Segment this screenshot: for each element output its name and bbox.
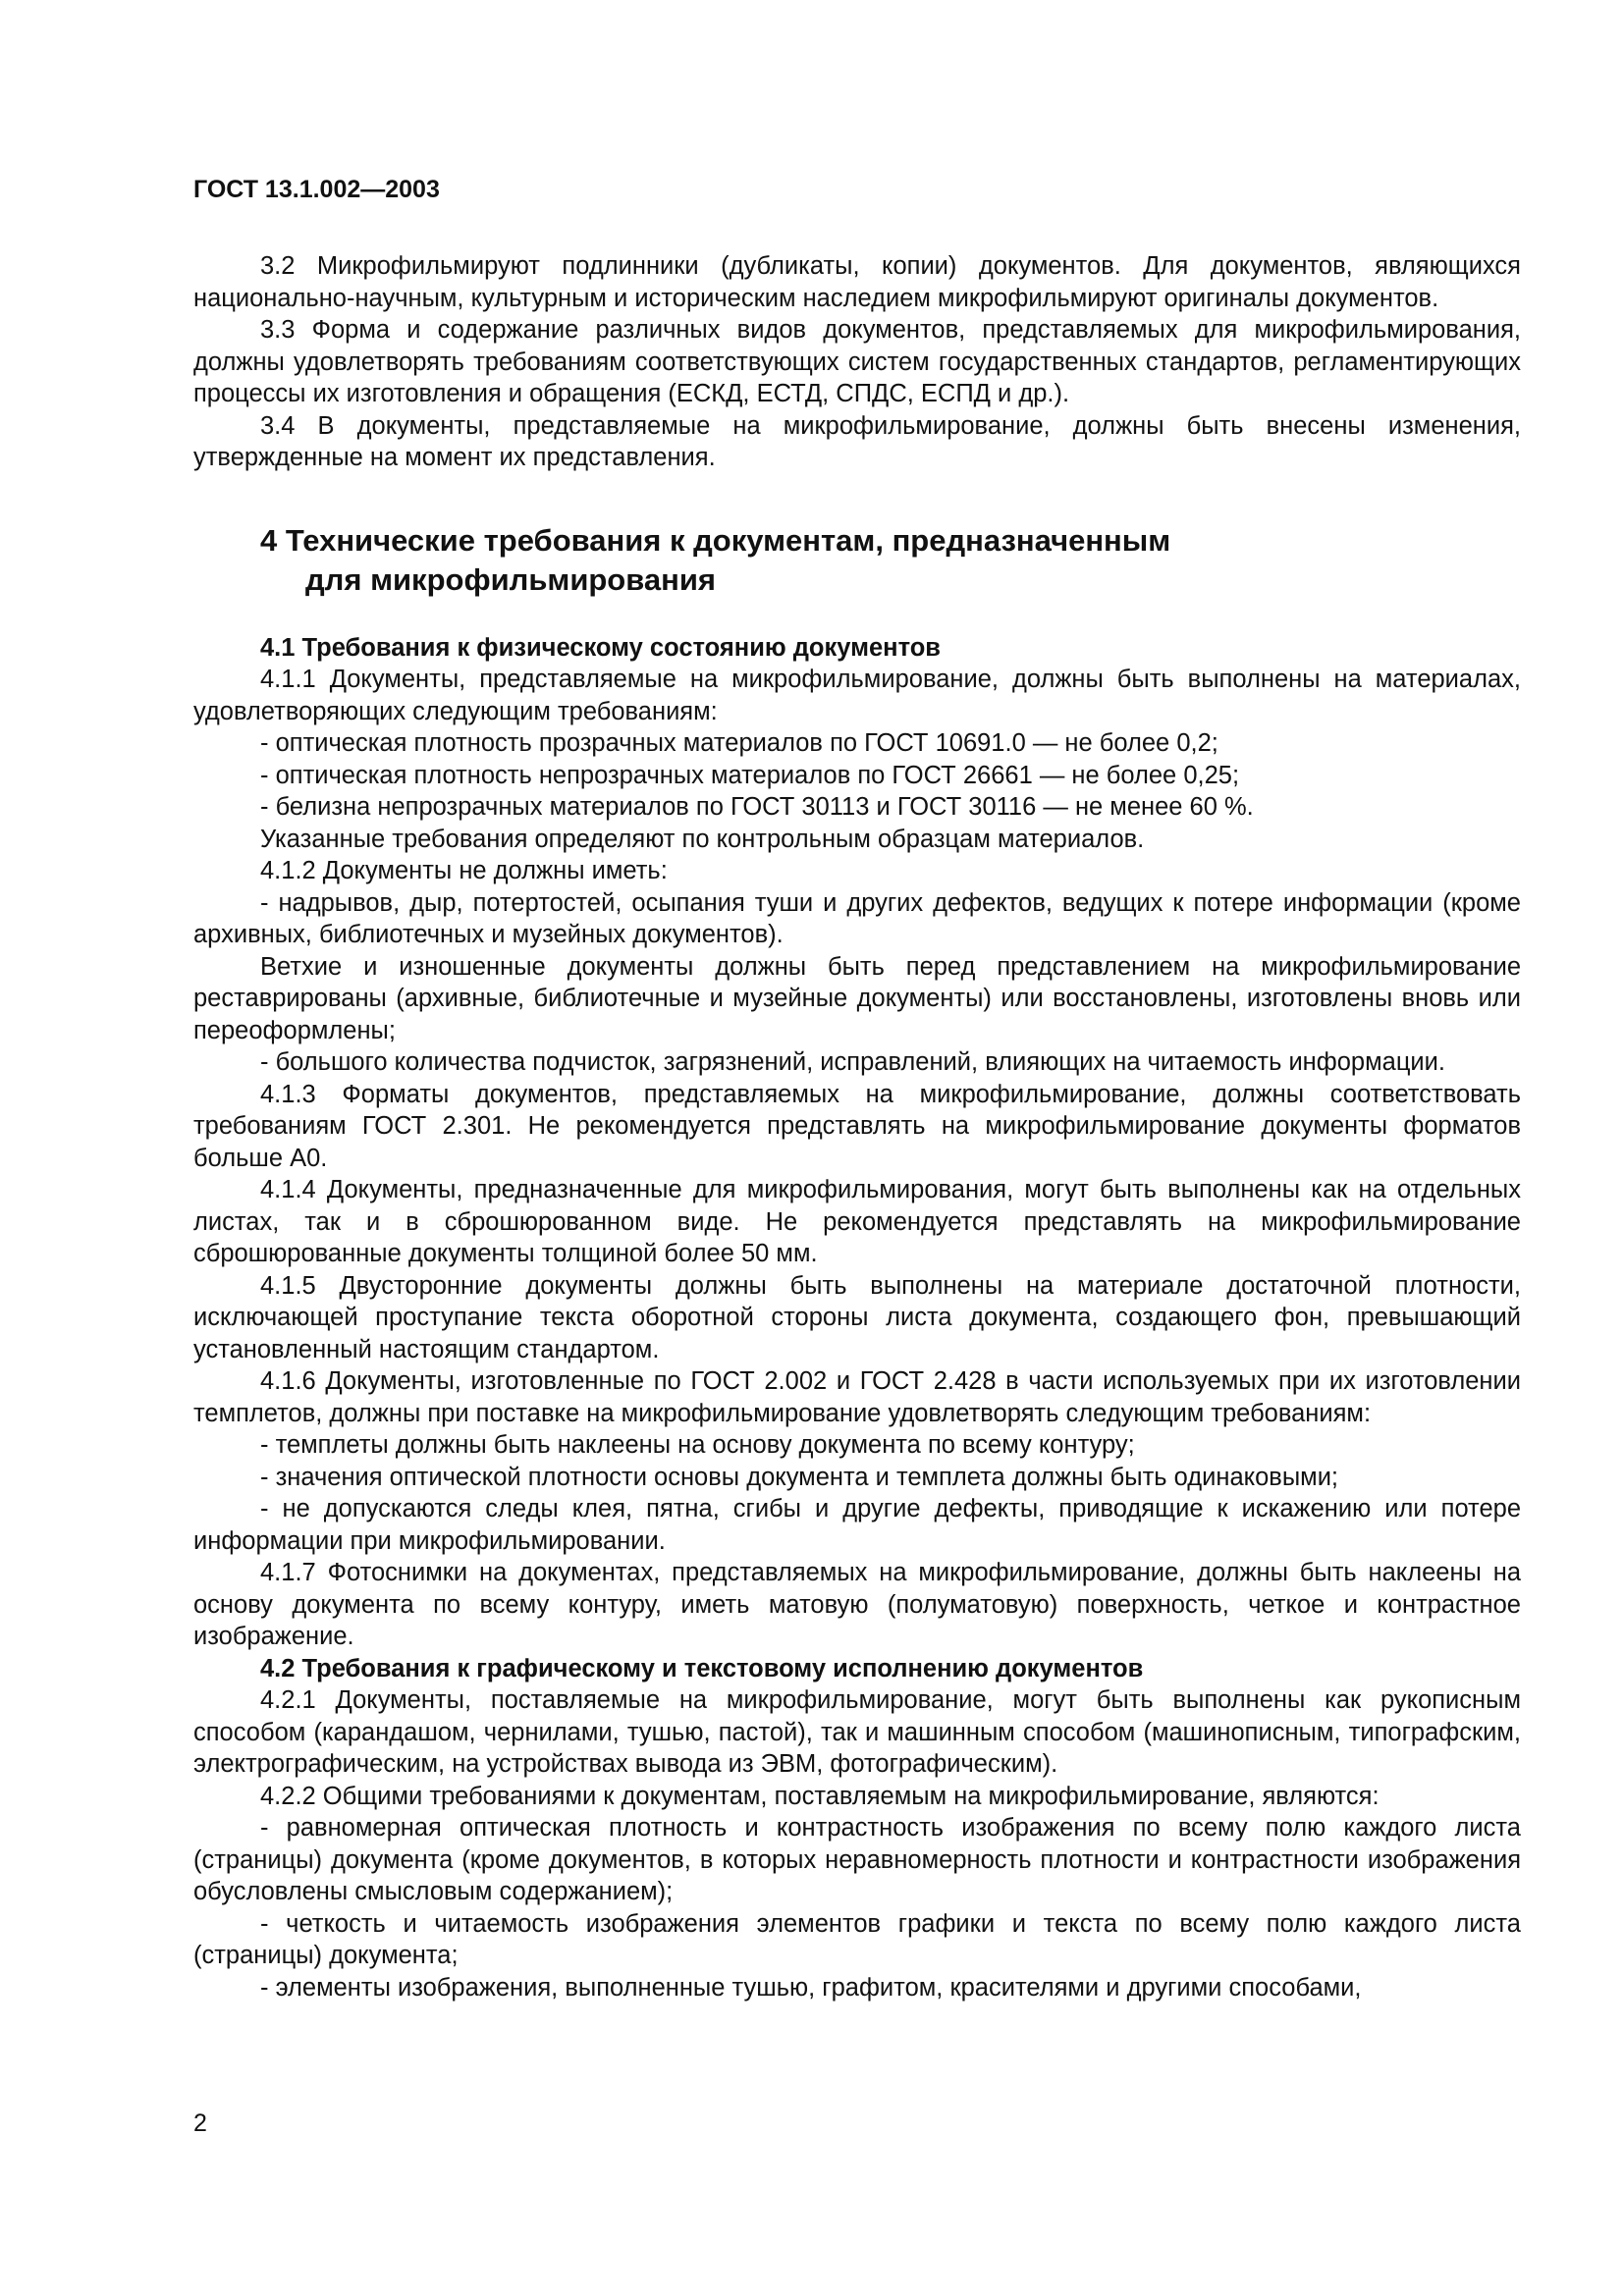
document-page (193, 175, 1521, 2003)
section-4-title-line2: для микрофильмирования (305, 561, 717, 597)
list-item: - оптическая плотность непрозрачных материалов по ГОСТ 26661 — не более 0,25; (260, 761, 1240, 789)
paragraph-4-1-7: 4.1.7 Фотоснимки на документах, представляемых на микрофильмирование, должны быть наклеены на основу документа по всему контуру, иметь матовую (полуматовую) поверхность, четкое и контрастное изображение. (193, 1559, 1521, 1650)
list-item: - не допускаются следы клея, пятна, сгибы и другие дефекты, приводящие к искажению или потере информации при микрофильмировании. (193, 1495, 1521, 1555)
paragraph-4-1-2: 4.1.2 Документы не должны иметь: (260, 857, 668, 884)
list-item: - значения оптической плотности основы документа и темплета должны быть одинаковыми; (260, 1463, 1339, 1491)
paragraph-4-2-2: 4.2.2 Общими требованиями к документам, поставляемым на микрофильмирование, являются: (260, 1782, 1380, 1810)
paragraph-old-documents: Ветхие и изношенные документы должны быть перед представлением на микрофильмирование реставрированы (архивные, библиотечные и музейные документы) или восстановлены, изготовлены вновь или переоформлены; (193, 952, 1521, 1044)
list-item: - большого количества подчисток, загрязнений, исправлений, влияющих на читаемость информации. (260, 1048, 1446, 1076)
list-item: - темплеты должны быть наклеены на основу документа по всему контуру; (260, 1431, 1135, 1459)
paragraph-4-1-3: 4.1.3 Форматы документов, представляемых на микрофильмирование, должны соответствовать требованиям ГОСТ 2.301. Не рекомендуется представлять на микрофильмирование документы форматов больше А0. (193, 1080, 1521, 1172)
paragraph-4-1-1: 4.1.1 Документы, представляемые на микрофильмирование, должны быть выполнены на материалах, удовлетворяющих следующим требованиям: (193, 666, 1521, 725)
list-item: - белизна непрозрачных материалов по ГОСТ 30113 и ГОСТ 30116 — не менее 60 %. (260, 793, 1254, 821)
list-item: - равномерная оптическая плотность и контрастность изображения по всему полю каждого листа (страницы) документа (кроме документов, в которых неравномерность плотности и контрастности изображения обусловлены смысловым содержанием); (193, 1814, 1521, 1905)
section-4-title-line1: 4 Технические требования к документам, предназначенным (260, 522, 1171, 558)
list-item: - четкость и читаемость изображения элементов графики и текста по всему полю каждого листа (страницы) документа; (193, 1909, 1521, 1969)
paragraph-4-2-1: 4.2.1 Документы, поставляемые на микрофильмирование, могут быть выполнены как рукописным способом (карандашом, чернилами, тушью, пастой), так и машинным способом (машинописным, типографским, электрографическим, на устройствах вывода из ЭВМ, фотографическим). (193, 1686, 1521, 1778)
subsection-4-2-title: 4.2 Требования к графическому и текстовому исполнению документов (260, 1654, 1144, 1682)
paragraph-4-1-5: 4.1.5 Двусторонние документы должны быть выполнены на материале достаточной плотности, исключающей проступание текста оборотной стороны листа документа, создающего фон, превышающий установленный настоящим стандартом. (193, 1271, 1521, 1363)
paragraph-3-2: 3.2 Микрофильмируют подлинники (дубликаты, копии) документов. Для документов, являющихся национально-научным, культурным и историческим наследием микрофильмируют оригиналы документов. (193, 252, 1521, 312)
list-item: - оптическая плотность прозрачных материалов по ГОСТ 10691.0 — не более 0,2; (260, 729, 1218, 757)
document-code-header: ГОСТ 13.1.002—2003 (193, 176, 440, 203)
paragraph-control-samples: Указанные требования определяют по контрольным образцам материалов. (260, 825, 1145, 853)
section-4-heading (193, 521, 1521, 600)
paragraph-3-3: 3.3 Форма и содержание различных видов документов, представляемых для микрофильмирования, должны удовлетворять требованиям соответствующих систем государственных стандартов, регламентирующих процессы их изготовления и обращения (ЕСКД, ЕСТД, СПДС, ЕСПД и др.). (193, 316, 1521, 407)
list-item: - надрывов, дыр, потертостей, осыпания туши и других дефектов, ведущих к потере информации (кроме архивных, библиотечных и музейных документов). (193, 888, 1521, 948)
subsection-4-1-title: 4.1 Требования к физическому состоянию документов (260, 633, 941, 662)
paragraph-4-1-4: 4.1.4 Документы, предназначенные для микрофильмирования, могут быть выполнены как на отдельных листах, так и в сброшюрованном виде. Не рекомендуется представлять на микрофильмирование сброшюрованные документы толщиной более 50 мм. (193, 1176, 1521, 1267)
list-item: - элементы изображения, выполненные тушью, графитом, красителями и другими способами, (260, 1973, 1362, 2002)
page-number: 2 (193, 2109, 207, 2137)
paragraph-3-4: 3.4 В документы, представляемые на микрофильмирование, должны быть внесены изменения, утвержденные на момент их представления. (193, 411, 1521, 471)
paragraph-4-1-6: 4.1.6 Документы, изготовленные по ГОСТ 2.002 и ГОСТ 2.428 в части используемых при их изготовлении темплетов, должны при поставке на микрофильмирование удовлетворять следующим требованиям: (193, 1367, 1521, 1427)
